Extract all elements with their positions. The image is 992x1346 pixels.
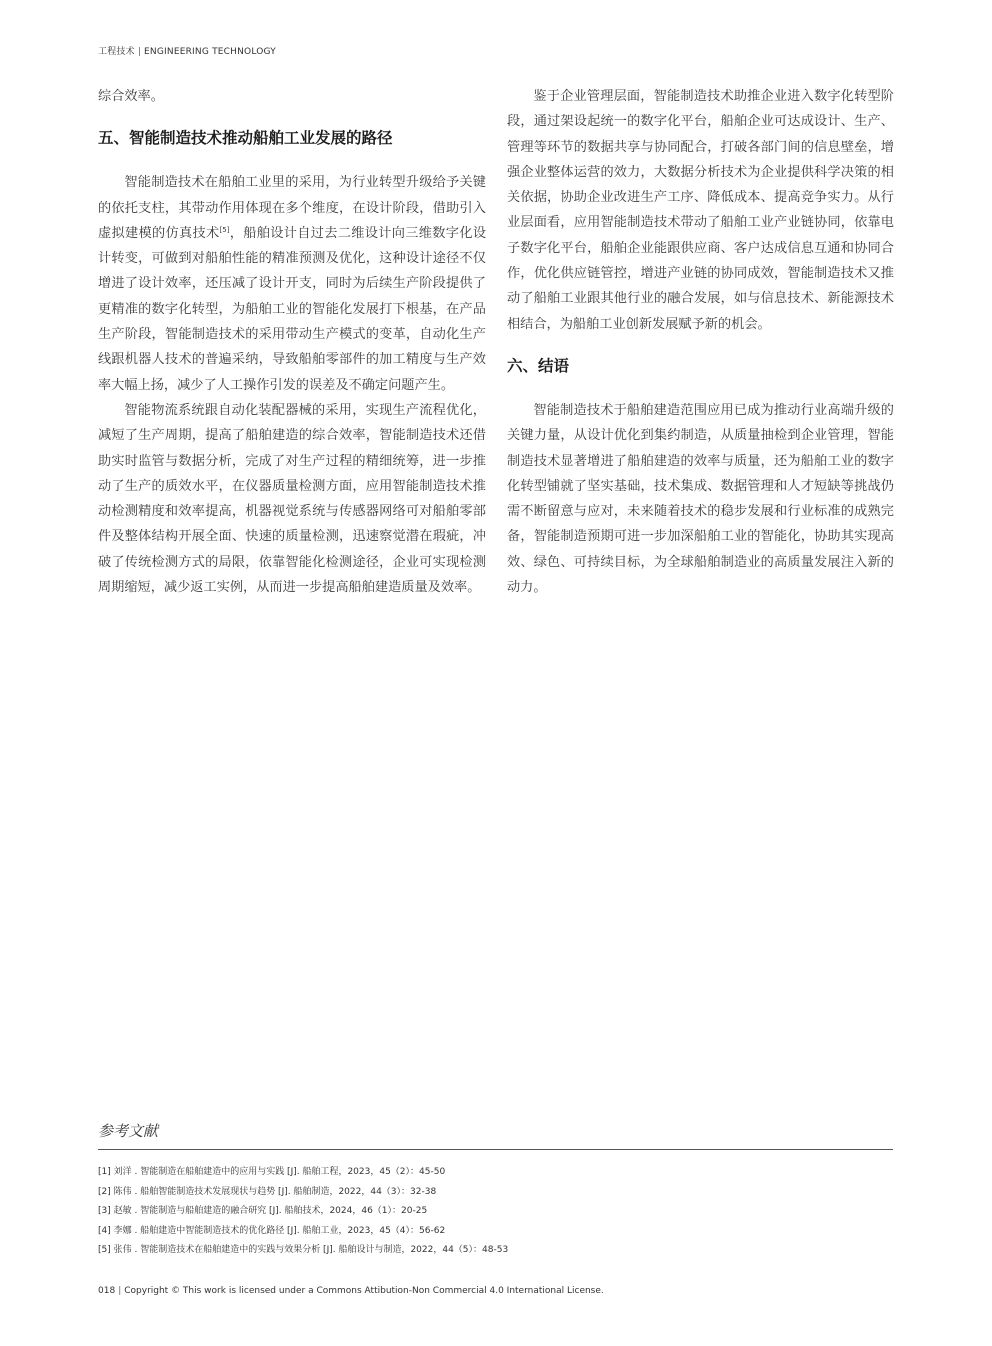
section-heading-6: 六、结语: [507, 356, 570, 375]
reference-item: [4] 李娜 . 船舶建造中智能制造技术的优化路径 [J]. 船舶工业，2023，45（4）：56-62: [98, 1225, 446, 1236]
paragraph: [98, 170, 486, 398]
citation-link[interactable]: [5]: [219, 225, 230, 234]
footer-separator: |: [118, 1286, 122, 1296]
page-number: 018: [98, 1286, 116, 1296]
reference-item: [5] 张伟 . 智能制造技术在船舶建造中的实践与效果分析 [J]. 船舶设计与制造，2022，44（5）：48-53: [98, 1245, 509, 1255]
reference-item: [2] 陈伟 . 船舶智能制造技术发展现状与趋势 [J]. 船舶制造，2022，44（3）：32-38: [98, 1186, 437, 1197]
header-section: 工程技术: [98, 47, 135, 57]
paragraph: 智能制造技术于船舶建造范围应用已成为推动行业高端升级的关键力量，从设计优化到集约制造，从质量抽检到企业管理，智能制造技术显著增进了船舶建造的效率与质量，还为船舶工业的数字化转型铺就了坚实基础，技术集成、数据管理和人才短缺等挑战仍需不断留意与应对，未来随着技术的稳步发展和行业标准的成熟完备，智能制造预期可进一步加深船舶工业的智能化，协助其实现高效、绿色、可持续目标，为全球船舶制造业的高质量发展注入新的动力。: [507, 402, 894, 596]
reference-item: [3] 赵敏 . 智能制造与船舶建造的融合研究 [J]. 船舶技术，2024，46（1）：20-25: [98, 1206, 428, 1216]
reference-item: [1] 刘洋 . 智能制造在船舶建造中的应用与实践 [J]. 船舶工程，2023，45（2）：45-50: [98, 1167, 446, 1177]
references-divider: [98, 1149, 893, 1150]
paragraph-text: 智能制造技术在船舶工业里的采用，为行业转型升级给予关键的依托支柱，其带动作用体现在多个维度，在设计阶段，借助引入虚拟建模的仿真技术: [98, 175, 486, 241]
running-header: [98, 44, 276, 57]
header-section-en: ENGINEERING TECHNOLOGY: [144, 47, 276, 57]
paragraph: 鉴于企业管理层面，智能制造技术助推企业进入数字化转型阶段，通过架设起统一的数字化平台，船舶企业可达成设计、生产、管理等环节的数据共享与协同配合，打破各部门间的信息壁垒，增强企业整体运营的效力，大数据分析技术为企业提供科学决策的相关依据，协助企业改进生产工序、降低成本、提高竞争实力。从行业层面看，应用智能制造技术带动了船舶工业产业链协同，依靠电子数字化平台，船舶企业能跟供应商、客户达成信息互通和协同合作，优化供应链管控，增进产业链的协同成效，智能制造技术又推动了船舶工业跟其他行业的融合发展，如与信息技术、新能源技术相结合，为船舶工业创新发展赋予新的机会。: [507, 89, 894, 332]
paragraph-text: ，船舶设计自过去二维设计向三维数字化设计转变，可做到对船舶性能的精准预测及优化，这种设计途径不仅增进了设计效率，还压减了设计开支，同时为后续生产阶段提供了更精准的数字化转型，为船舶工业的智能化发展打下根基，在产品生产阶段，智能制造技术的采用带动生产模式的变革，自动化生产线跟机器人技术的普遍采纳，导致船舶零部件的加工精度与生产效率大幅上扬，减少了人工操作引发的误差及不确定问题产生。: [98, 225, 487, 393]
copyright-notice: Copyright © This work is licensed under a Commons Attibution-Non Commercial 4.0 International License.: [124, 1286, 604, 1296]
section-heading-5: 五、智能制造技术推动船舶工业发展的路径: [98, 129, 393, 148]
lead-text: 综合效率。: [98, 89, 164, 104]
paragraph: 智能物流系统跟自动化装配器械的采用，实现生产流程优化，减短了生产周期，提高了船舶建造的综合效率，智能制造技术还借助实时监管与数据分析，完成了对生产过程的精细统筹，进一步推动了生产的质效水平，在仪器质量检测方面，应用智能制造技术推动检测精度和效率提高，机器视觉系统与传感器网络可对船舶零部件及整体结构开展全面、快速的质量检测，迅速察觉潜在瑕疵，冲破了传统检测方式的局限，依靠智能化检测途径，企业可实现检测周期缩短，减少返工实例，从而进一步提高船舶建造质量及效率。: [98, 402, 486, 596]
references-list: [98, 1163, 893, 1261]
page-footer: [98, 1286, 604, 1296]
left-column: [98, 84, 486, 600]
header-separator: |: [137, 47, 142, 57]
right-column: [507, 84, 894, 600]
references-title: 参考文献: [98, 1122, 159, 1140]
